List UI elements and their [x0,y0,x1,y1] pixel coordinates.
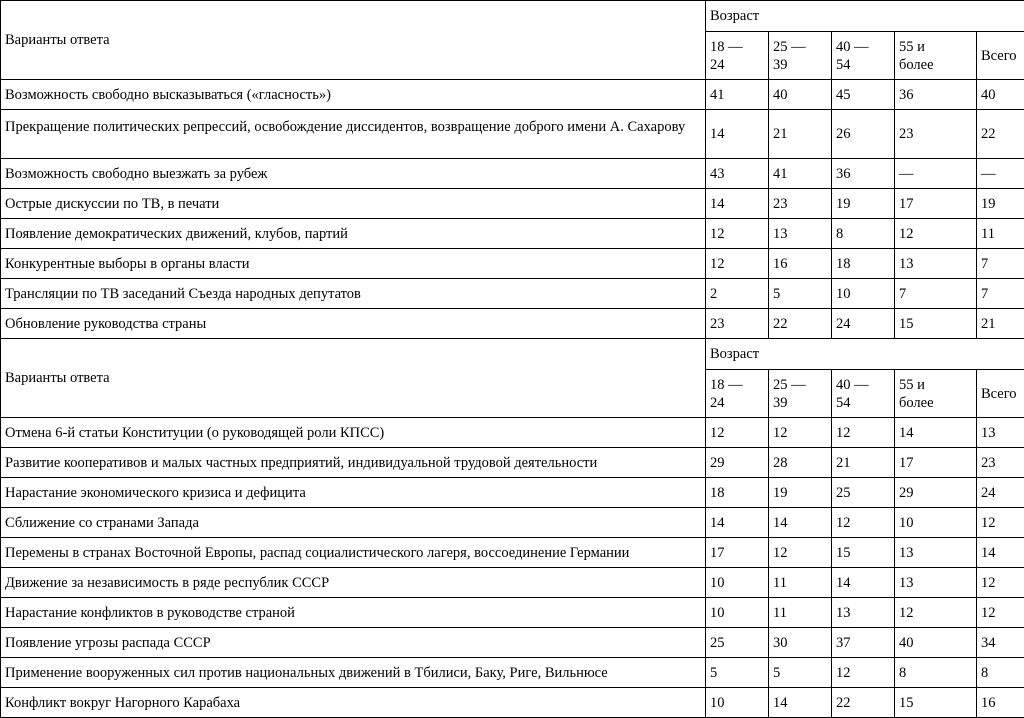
value-cell: 12 [832,508,895,538]
value-cell: 12 [832,658,895,688]
value-cell: 22 [832,688,895,718]
value-cell: 5 [769,279,832,309]
answer-options-header: Варианты ответа [1,339,706,418]
table-row [1,249,1024,279]
survey-table-body [1,1,1024,718]
answer-label: Конкурентные выборы в органы власти [1,249,706,279]
value-cell: 7 [977,279,1024,309]
value-cell: 43 [706,159,769,189]
value-cell: 7 [895,279,977,309]
value-cell: 24 [977,478,1024,508]
value-cell: 18 [832,249,895,279]
value-cell: 37 [832,628,895,658]
value-cell: 12 [895,598,977,628]
answer-label: Появление демократических движений, клубов, партий [1,219,706,249]
value-cell: 8 [832,219,895,249]
age-column-header: 40 — 54 [832,32,895,80]
answer-label: Острые дискуссии по ТВ, в печати [1,189,706,219]
answer-label: Перемены в странах Восточной Европы, распад социалистического лагеря, воссоединение Германии [1,538,706,568]
answer-label: Применение вооруженных сил против национальных движений в Тбилиси, Баку, Риге, Вильнюсе [1,658,706,688]
value-cell: 15 [832,538,895,568]
age-group-header: Возраст [706,1,1024,32]
answer-label: Развитие кооперативов и малых частных предприятий, индивидуальной трудовой деятельности [1,448,706,478]
answer-label: Нарастание конфликтов в руководстве страной [1,598,706,628]
value-cell: 7 [977,249,1024,279]
age-group-header: Возраст [706,339,1024,370]
table-row [1,80,1024,110]
answer-label: Трансляции по ТВ заседаний Съезда народных депутатов [1,279,706,309]
value-cell: 14 [895,418,977,448]
value-cell: 5 [769,658,832,688]
value-cell: 19 [977,189,1024,219]
age-column-header: 40 — 54 [832,370,895,418]
answer-label: Сближение со странами Запада [1,508,706,538]
answer-label: Обновление руководства страны [1,309,706,339]
table-row [1,478,1024,508]
value-cell: 13 [895,538,977,568]
table-row [1,658,1024,688]
value-cell: 11 [769,598,832,628]
age-column-header: 25 — 39 [769,32,832,80]
value-cell: 21 [832,448,895,478]
value-cell: 12 [977,598,1024,628]
value-cell: 25 [706,628,769,658]
value-cell: 14 [706,189,769,219]
table-row [1,159,1024,189]
value-cell: 26 [832,110,895,159]
value-cell: 10 [832,279,895,309]
value-cell: 15 [895,309,977,339]
value-cell: 8 [895,658,977,688]
answer-label: Движение за независимость в ряде республик СССР [1,568,706,598]
value-cell: 2 [706,279,769,309]
value-cell: 16 [977,688,1024,718]
age-column-header: 18 — 24 [706,370,769,418]
value-cell: 29 [895,478,977,508]
age-column-header: Всего [977,32,1024,80]
value-cell: 23 [977,448,1024,478]
value-cell: 14 [706,110,769,159]
section1-header-row [1,1,1024,32]
value-cell: 13 [832,598,895,628]
table-row [1,189,1024,219]
value-cell: 29 [706,448,769,478]
value-cell: 18 [706,478,769,508]
table-row [1,688,1024,718]
value-cell: 13 [895,249,977,279]
answer-label: Отмена 6-й статьи Конституции (о руководящей роли КПСС) [1,418,706,448]
value-cell: 10 [706,598,769,628]
value-cell: 30 [769,628,832,658]
age-column-header: 55 и более [895,32,977,80]
value-cell: 24 [832,309,895,339]
value-cell: 11 [977,219,1024,249]
value-cell: 19 [769,478,832,508]
answer-label: Появление угрозы распада СССР [1,628,706,658]
table-row [1,508,1024,538]
value-cell: 8 [977,658,1024,688]
age-column-header: Всего [977,370,1024,418]
value-cell: 40 [895,628,977,658]
value-cell: 13 [769,219,832,249]
value-cell: 17 [895,448,977,478]
value-cell: 12 [769,418,832,448]
value-cell: 34 [977,628,1024,658]
value-cell: 40 [769,80,832,110]
value-cell: 17 [706,538,769,568]
value-cell: 19 [832,189,895,219]
value-cell: 36 [895,80,977,110]
answer-options-header: Варианты ответа [1,1,706,80]
answer-label: Возможность свободно выезжать за рубеж [1,159,706,189]
table-row [1,538,1024,568]
answer-label: Возможность свободно высказываться («гласность») [1,80,706,110]
value-cell: 15 [895,688,977,718]
value-cell: 12 [895,219,977,249]
table-row [1,448,1024,478]
value-cell: 41 [769,159,832,189]
value-cell: 40 [977,80,1024,110]
value-cell: 5 [706,658,769,688]
value-cell: 23 [769,189,832,219]
value-cell: 10 [895,508,977,538]
value-cell: — [977,159,1024,189]
value-cell: 12 [706,249,769,279]
value-cell: 28 [769,448,832,478]
table-row [1,110,1024,159]
value-cell: 22 [977,110,1024,159]
value-cell: 23 [706,309,769,339]
value-cell: 45 [832,80,895,110]
value-cell: 11 [769,568,832,598]
value-cell: 25 [832,478,895,508]
table-row [1,279,1024,309]
value-cell: 12 [977,568,1024,598]
age-column-header: 55 и более [895,370,977,418]
value-cell: 14 [769,688,832,718]
value-cell: 22 [769,309,832,339]
value-cell: 13 [895,568,977,598]
value-cell: 41 [706,80,769,110]
value-cell: 10 [706,688,769,718]
value-cell: — [895,159,977,189]
table-row [1,568,1024,598]
value-cell: 36 [832,159,895,189]
value-cell: 12 [977,508,1024,538]
table-row [1,219,1024,249]
value-cell: 21 [977,309,1024,339]
table-row [1,418,1024,448]
value-cell: 12 [706,418,769,448]
value-cell: 14 [706,508,769,538]
value-cell: 12 [769,538,832,568]
answer-label: Прекращение политических репрессий, освобождение диссидентов, возвращение доброго имени А. Сахарову [1,110,706,159]
value-cell: 23 [895,110,977,159]
answer-label: Нарастание экономического кризиса и дефицита [1,478,706,508]
value-cell: 14 [832,568,895,598]
value-cell: 14 [977,538,1024,568]
value-cell: 13 [977,418,1024,448]
value-cell: 21 [769,110,832,159]
age-column-header: 18 — 24 [706,32,769,80]
table-row [1,309,1024,339]
value-cell: 10 [706,568,769,598]
table-row [1,628,1024,658]
value-cell: 16 [769,249,832,279]
section2-header-row [1,339,1024,370]
value-cell: 12 [832,418,895,448]
table-row [1,598,1024,628]
value-cell: 12 [706,219,769,249]
value-cell: 17 [895,189,977,219]
value-cell: 14 [769,508,832,538]
answer-label: Конфликт вокруг Нагорного Карабаха [1,688,706,718]
age-column-header: 25 — 39 [769,370,832,418]
